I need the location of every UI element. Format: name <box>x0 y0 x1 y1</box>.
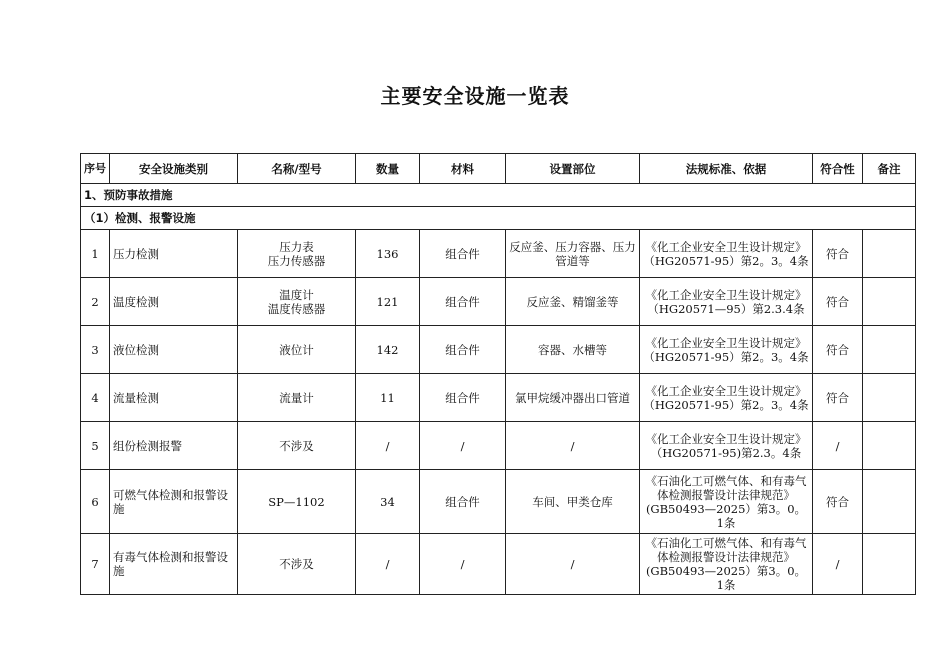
row-name-model: 流量计 <box>238 374 356 422</box>
row-category: 液位检测 <box>110 326 238 374</box>
table-row <box>81 230 916 278</box>
row-material: 组合件 <box>420 278 506 326</box>
row-category: 可燃气体检测和报警设施 <box>110 470 238 534</box>
row-basis: 《化工企业安全卫生设计规定》（HG20571—95）第2.3.4条 <box>640 278 813 326</box>
header-category: 安全设施类别 <box>110 154 238 184</box>
row-name-model: 液位计 <box>238 326 356 374</box>
subsection-title: （1）检测、报警设施 <box>81 207 916 230</box>
row-remark <box>863 534 916 595</box>
header-location: 设置部位 <box>506 154 640 184</box>
row-basis: 《化工企业安全卫生设计规定》（HG20571-95）第2。3。4条 <box>640 326 813 374</box>
row-remark <box>863 470 916 534</box>
header-name: 名称/型号 <box>238 154 356 184</box>
section-row <box>81 184 916 207</box>
row-category: 温度检测 <box>110 278 238 326</box>
row-category: 压力检测 <box>110 230 238 278</box>
row-name-model: SP—1102 <box>238 470 356 534</box>
row-remark <box>863 422 916 470</box>
row-conformity: 符合 <box>813 278 863 326</box>
row-quantity: 34 <box>356 470 420 534</box>
table-row <box>81 278 916 326</box>
row-quantity: 142 <box>356 326 420 374</box>
row-name-model: 不涉及 <box>238 534 356 595</box>
row-number: 2 <box>81 278 110 326</box>
row-quantity: / <box>356 422 420 470</box>
table-row <box>81 422 916 470</box>
header-remark: 备注 <box>863 154 916 184</box>
row-name-model: 温度计 温度传感器 <box>238 278 356 326</box>
safety-facilities-table <box>80 153 916 595</box>
document-title: 主要安全设施一览表 <box>380 84 570 108</box>
row-quantity: / <box>356 534 420 595</box>
row-category: 有毒气体检测和报警设施 <box>110 534 238 595</box>
row-category: 组份检测报警 <box>110 422 238 470</box>
header-no: 序号 <box>81 154 110 184</box>
row-location: / <box>506 422 640 470</box>
row-basis: 《化工企业安全卫生设计规定》（HG20571-95)第2.3。4条 <box>640 422 813 470</box>
row-remark <box>863 230 916 278</box>
row-number: 1 <box>81 230 110 278</box>
row-basis: 《石油化工可燃气体、和有毒气体检测报警设计法律规范》(GB50493—2025）第3。0。1条 <box>640 534 813 595</box>
row-location: 车间、甲类仓库 <box>506 470 640 534</box>
row-conformity: 符合 <box>813 230 863 278</box>
header-basis: 法规标准、依据 <box>640 154 813 184</box>
row-location: 反应釜、压力容器、压力管道等 <box>506 230 640 278</box>
row-material: 组合件 <box>420 326 506 374</box>
section-title: 1、预防事故措施 <box>81 184 916 207</box>
row-quantity: 121 <box>356 278 420 326</box>
row-conformity: 符合 <box>813 470 863 534</box>
table-row <box>81 534 916 595</box>
row-conformity: 符合 <box>813 326 863 374</box>
row-basis: 《石油化工可燃气体、和有毒气体检测报警设计法律规范》(GB50493—2025）第3。0。1条 <box>640 470 813 534</box>
row-number: 4 <box>81 374 110 422</box>
header-conformity: 符合性 <box>813 154 863 184</box>
row-quantity: 136 <box>356 230 420 278</box>
row-number: 5 <box>81 422 110 470</box>
row-location: 反应釜、精馏釜等 <box>506 278 640 326</box>
row-name-model: 不涉及 <box>238 422 356 470</box>
row-quantity: 11 <box>356 374 420 422</box>
table-row <box>81 374 916 422</box>
row-number: 3 <box>81 326 110 374</box>
row-remark <box>863 326 916 374</box>
row-category: 流量检测 <box>110 374 238 422</box>
table-row <box>81 326 916 374</box>
row-conformity: 符合 <box>813 374 863 422</box>
row-material: 组合件 <box>420 470 506 534</box>
subsection-row <box>81 207 916 230</box>
row-location: 氯甲烷缓冲器出口管道 <box>506 374 640 422</box>
row-location: / <box>506 534 640 595</box>
row-number: 7 <box>81 534 110 595</box>
row-material: 组合件 <box>420 230 506 278</box>
row-material: / <box>420 422 506 470</box>
header-qty: 数量 <box>356 154 420 184</box>
row-number: 6 <box>81 470 110 534</box>
row-conformity: / <box>813 422 863 470</box>
header-material: 材料 <box>420 154 506 184</box>
row-conformity: / <box>813 534 863 595</box>
table-row <box>81 470 916 534</box>
row-location: 容器、水槽等 <box>506 326 640 374</box>
row-basis: 《化工企业安全卫生设计规定》（HG20571-95）第2。3。4条 <box>640 374 813 422</box>
row-remark <box>863 278 916 326</box>
row-material: 组合件 <box>420 374 506 422</box>
row-material: / <box>420 534 506 595</box>
table-header-row <box>81 154 916 184</box>
row-name-model: 压力表 压力传感器 <box>238 230 356 278</box>
row-remark <box>863 374 916 422</box>
row-basis: 《化工企业安全卫生设计规定》（HG20571-95）第2。3。4条 <box>640 230 813 278</box>
